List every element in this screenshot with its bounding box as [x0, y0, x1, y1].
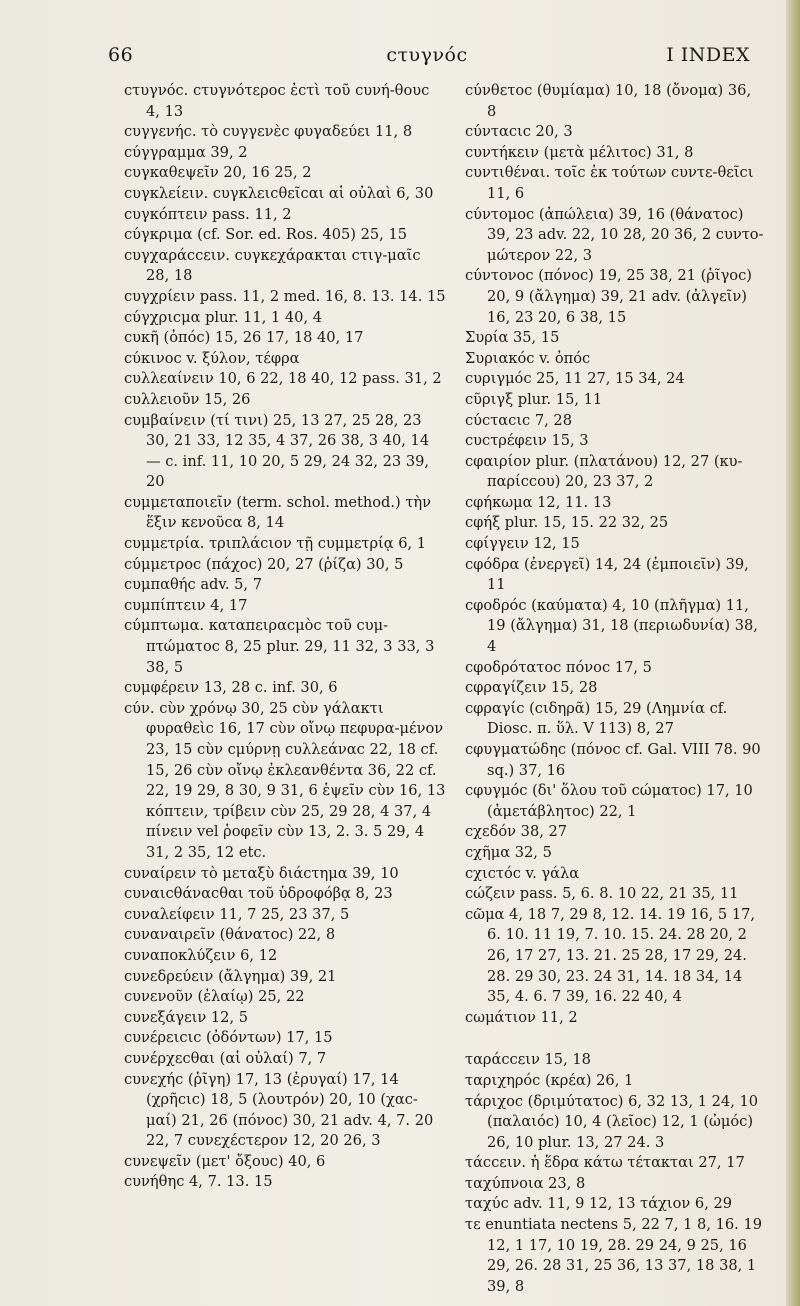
index-entry: ϲυγκλείειν. ϲυγκλειϲθεῖϲαι αἱ οὐλαὶ 6, 30: [124, 184, 434, 202]
index-entry: ϲφαιρίον plur. (πλατάνου) 12, 27 (κυ-παρίϲϲου) 20, 23 37, 2: [465, 452, 743, 491]
index-entry: ϲφοδρότατοϲ πόνοϲ 17, 5: [465, 658, 652, 676]
index-entry: ϲφίγγειν 12, 15: [465, 535, 580, 553]
index-entry: ϲυναίρειν τὸ μεταξὺ διάϲτημα 39, 10: [124, 864, 399, 882]
index-entry: ϲυμπίπτειν 4, 17: [124, 596, 248, 614]
page-number: 66: [108, 44, 134, 66]
index-entry: ταχύπνοια 23, 8: [465, 1174, 586, 1192]
index-entry: ϲφήξ plur. 15, 15. 22 32, 25: [465, 514, 669, 532]
index-entry: ϲχιϲτόϲ v. γάλα: [465, 864, 580, 882]
index-entry: ϲφυγματώδηϲ (πόνοϲ cf. Gal. VIII 78. 90 sq.) 37, 16: [465, 741, 761, 779]
index-entry: ϲύνθετοϲ (θυμίαμα) 10, 18 (ὄνομα) 36, 8: [465, 82, 752, 120]
index-entry: ϲώζειν pass. 5, 6. 8. 10 22, 21 35, 11: [465, 885, 739, 903]
index-entry: ϲυμπαθήϲ adv. 5, 7: [124, 576, 262, 594]
index-entry: ϲυνέρειϲιϲ (ὀδόντων) 17, 15: [124, 1029, 333, 1047]
index-entry: ϲύντομοϲ (ἀπώλεια) 39, 16 (θάνατοϲ) 39, 23 adv. 22, 10 28, 20 36, 2 ϲυντο-μώτερον 22, 3: [465, 205, 764, 264]
index-entry: τάριχοϲ (δριμύτατοϲ) 6, 32 13, 1 24, 10 (παλαιόϲ) 10, 4 (λεῖοϲ) 12, 1 (ὠμόϲ) 26, 10 plur. 13, 27 24. 3: [465, 1092, 759, 1151]
index-entry: τάϲϲειν. ἡ ἕδρα κάτω τέτακται 27, 17: [465, 1154, 745, 1172]
index-entry: ϲύγγραμμα 39, 2: [124, 143, 248, 161]
index-entry: ϲφήκωμα 12, 11. 13: [465, 493, 612, 511]
index-entry: ϲφραγίζειν 15, 28: [465, 679, 598, 697]
index-entry: ϲυνεχήϲ (ῥῖγη) 17, 13 (ἐρυγαί) 17, 14 (χρῆϲιϲ) 18, 5 (λουτρόν) 20, 10 (χαϲ-μαί) 21, 26 (πόνοϲ) 30, 21 adv. 4, 7. 20 22, 7 ϲυνεχέϲτερον 12, 20 26, 3: [124, 1070, 434, 1150]
index-entry: ϲυμφέρειν 13, 28 c. inf. 30, 6: [124, 679, 338, 697]
index-entry: ϲύγχριϲμα plur. 11, 1 40, 4: [124, 308, 323, 326]
index-entry: ϲφόδρα (ἐνεργεῖ) 14, 24 (ἐμποιεῖν) 39, 11: [465, 555, 749, 594]
section-gap: [465, 1028, 765, 1050]
index-entry: ϲυνέρχεϲθαι (αἱ οὐλαί) 7, 7: [124, 1049, 327, 1067]
page-edge: [786, 0, 800, 1306]
index-entry: ϲυμμετρία. τριπλάϲιον τῇ ϲυμμετρίᾳ 6, 1: [124, 535, 427, 553]
index-entry: ταριχηρόϲ (κρέα) 26, 1: [465, 1071, 634, 1089]
index-entry: ϲύντονοϲ (πόνοϲ) 19, 25 38, 21 (ῥῖγοϲ) 20, 9 (ἄλγημα) 39, 21 adv. (ἀλγεῖν) 16, 23 20, 6 38, 15: [465, 267, 752, 326]
left-column: [124, 81, 446, 1193]
index-entry: ϲχῆμα 32, 5: [465, 843, 552, 861]
index-entry: Συρία 35, 15: [465, 329, 560, 347]
index-entry: ϲυναιϲθάναϲθαι τοῦ ὑδροφόβᾳ 8, 23: [124, 885, 393, 903]
index-entry: ϲῦριγξ plur. 15, 11: [465, 390, 603, 408]
index-entry: ϲυλλεαίνειν 10, 6 22, 18 40, 12 pass. 31, 2: [124, 370, 442, 388]
index-entry: ϲύμμετροϲ (πάχοϲ) 20, 27 (ῥίζα) 30, 5: [124, 555, 404, 573]
index-entry: ϲυνενοῦν (ἐλαίῳ) 25, 22: [124, 988, 305, 1006]
index-entry: ϲύν. ϲὺν χρόνῳ 30, 25 ϲὺν γάλακτι φυραθεὶϲ 16, 17 ϲὺν οἴνῳ πεφυρα-μένον 23, 15 ϲὺν ϲμύρνῃ ϲυλλεάναϲ 22, 18 cf. 15, 26 ϲὺν οἴνῳ ἐκλεανθέντα 36, 22 cf. 22, 19 29, 8 30, 9 31, 6 ἑψεῖν ϲὺν 16, 13 κόπτειν, τρίβειν ϲὺν 25, 29 28, 4 37, 4 πίνειν vel ῥοφεῖν ϲὺν 13, 2. 3. 5 29, 4 31, 2 35, 12 etc.: [124, 699, 446, 861]
index-entry: ϲφυγμόϲ (δι' ὅλου τοῦ ϲώματοϲ) 17, 10 (ἀμετάβλητοϲ) 22, 1: [465, 782, 753, 820]
index-entry: ϲυλλειοῦν 15, 26: [124, 390, 251, 408]
index-entry: ϲύμπτωμα. καταπειραϲμὸϲ τοῦ ϲυμ-πτώματοϲ 8, 25 plur. 29, 11 32, 3 33, 3 38, 5: [124, 617, 435, 676]
index-entry: ϲυριγμόϲ 25, 11 27, 15 34, 24: [465, 370, 685, 388]
index-entry: ϲύνταϲιϲ 20, 3: [465, 123, 573, 141]
index-entry: ϲυγκαθεψεῖν 20, 16 25, 2: [124, 164, 312, 182]
index-entry: ϲυκῆ (ὀπόϲ) 15, 26 17, 18 40, 17: [124, 329, 364, 347]
index-entry: ϲυναποκλύζειν 6, 12: [124, 946, 278, 964]
index-entry: ϲυνεδρεύειν (ἄλγημα) 39, 21: [124, 967, 337, 985]
index-entry: ϲυγχρίειν pass. 11, 2 med. 16, 8. 13. 14. 15: [124, 287, 446, 305]
index-entry: ϲύκινοϲ v. ξύλον, τέφρα: [124, 349, 300, 367]
index-entry: ϲύϲταϲιϲ 7, 28: [465, 411, 572, 429]
right-column: [465, 81, 765, 1297]
index-entry: ταράϲϲειν 15, 18: [465, 1051, 591, 1069]
index-entry: ϲυναλείφειν 11, 7 25, 23 37, 5: [124, 905, 350, 923]
index-entry: ϲυνήθηϲ 4, 7. 13. 15: [124, 1173, 273, 1191]
index-entry: ϲχεδόν 38, 27: [465, 823, 568, 841]
index-entry: ϲυνεψεῖν (μετ' ὄξουϲ) 40, 6: [124, 1152, 326, 1170]
index-entry: ϲυντήκειν (μετὰ μέλιτοϲ) 31, 8: [465, 143, 694, 161]
index-entry: ϲτυγνόϲ. ϲτυγνότεροϲ ἐϲτὶ τοῦ ϲυνή-θουϲ 4, 13: [124, 82, 430, 120]
index-entry: ϲυναναιρεῖν (θάνατοϲ) 22, 8: [124, 926, 336, 944]
index-entry: Συριακόϲ v. ὀπόϲ: [465, 349, 591, 367]
index-entry: ϲυμβαίνειν (τί τινι) 25, 13 27, 25 28, 23 30, 21 33, 12 35, 4 37, 26 38, 3 40, 14 — c. inf. 11, 10 20, 5 29, 24 32, 23 39, 20: [124, 411, 430, 491]
index-entry: ϲυνεξάγειν 12, 5: [124, 1008, 249, 1026]
index-entry: ϲυντιθέναι. τοῖϲ ἐκ τούτων ϲυντε-θεῖϲι 11, 6: [465, 164, 754, 202]
index-entry: ταχύϲ adv. 11, 9 12, 13 τάχιον 6, 29: [465, 1195, 733, 1213]
index-entry: ϲῶμα 4, 18 7, 29 8, 12. 14. 19 16, 5 17, 6. 10. 11 19, 7. 10. 15. 24. 28 20, 2 26, 17 27, 13. 21. 25 28, 17 29, 24. 28. 29 30, 23. 24 31, 14. 18 34, 14 35, 4. 6. 7 39, 16. 22 40, 4: [465, 905, 756, 1006]
running-title: ϲτυγνόϲ: [386, 44, 468, 66]
index-entry: ϲφοδρόϲ (καύματα) 4, 10 (πλῆγμα) 11, 19 (ἄλγημα) 31, 18 (περιωδυνία) 38, 4: [465, 596, 758, 656]
section-label: I INDEX: [666, 44, 750, 66]
index-entry: ϲύγκριμα (cf. Sor. ed. Ros. 405) 25, 15: [124, 226, 408, 244]
index-entry: τε enuntiata nectens 5, 22 7, 1 8, 16. 19 12, 1 17, 10 19, 28. 29 24, 9 25, 16 29, 26. 28 31, 25 36, 13 37, 18 38, 1 39, 8: [465, 1216, 763, 1295]
index-entry: ϲωμάτιον 11, 2: [465, 1008, 578, 1026]
index-entry: ϲυγκόπτειν pass. 11, 2: [124, 205, 292, 223]
index-entry: ϲυϲτρέφειν 15, 3: [465, 432, 589, 450]
index-entry: ϲφραγίϲ (ϲιδηρᾶ) 15, 29 (Λημνία cf. Diosc. π. ὕλ. V 113) 8, 27: [465, 699, 728, 738]
running-header: [104, 44, 750, 74]
index-entry: ϲυγγενήϲ. τὸ ϲυγγενὲϲ φυγαδεύει 11, 8: [124, 123, 413, 141]
index-entry: ϲυμμεταποιεῖν (term. schol. method.) τὴν ἕξιν κενοῦϲα 8, 14: [124, 493, 432, 532]
index-entry: ϲυγχαράϲϲειν. ϲυγκεχάρακται ϲτιγ-μαῖϲ 28, 18: [124, 246, 421, 285]
